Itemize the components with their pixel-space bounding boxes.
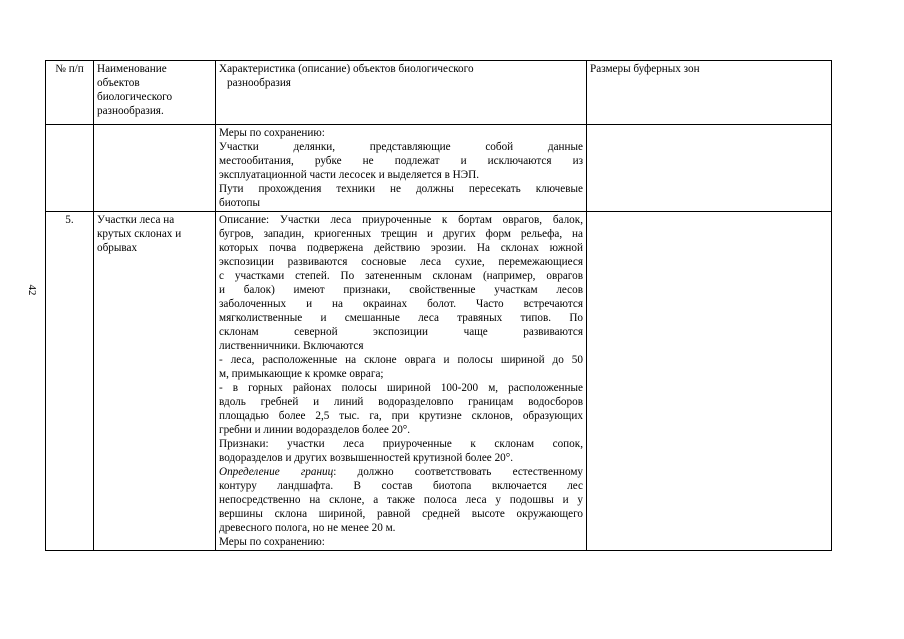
header-num: № п/п [46, 61, 94, 125]
header-name-line: объектов [97, 77, 140, 89]
header-name-line: биологического [97, 91, 173, 103]
continuation-description [216, 125, 587, 212]
text-line: Участки делянки, представляющие собой данные [219, 141, 583, 153]
continuation-name [94, 125, 216, 212]
text-line: вдоль гребней и линий водоразделовпо границам водосборов [219, 396, 583, 408]
biodiversity-table [45, 60, 832, 551]
text-line: экспозиции развиваются сосновые леса сухие, перемежающиеся [219, 256, 583, 268]
text-line: эксплуатационной части лесосек и выделяется в НЭП. [219, 169, 480, 181]
page-number: 42 [26, 284, 38, 296]
text-fragment: : должно соответствовать естественному [333, 466, 584, 478]
text-line: вершины склона шириной, равной средней высоте окружающего [219, 508, 583, 520]
text-line: с участками степей. По затененным склонам (например, оврагов [219, 270, 583, 282]
header-desc-line: Характеристика (описание) объектов биологического [219, 63, 474, 75]
text-line: биотопы [219, 197, 260, 209]
continuation-buffer [587, 125, 832, 212]
row5-name [94, 212, 216, 551]
header-desc-line: разнообразия [227, 77, 291, 89]
text-line: Меры по сохранению: [219, 127, 325, 139]
text-line: склонам северной экспозиции чаще развиваются [219, 326, 583, 338]
text-line: м, примыкающие к кромке оврага; [219, 368, 384, 380]
header-buffer: Размеры буферных зон [587, 61, 832, 125]
text-line: непосредственно на склоне, а также полоса леса у подошвы и у [219, 494, 583, 506]
row5-name-line: обрывах [97, 242, 138, 254]
text-line: - в горных районах полосы шириной 100-200 м, расположенные [219, 382, 583, 394]
header-name [94, 61, 216, 125]
text-line: бугров, западин, криогенных трещин и других форм рельефа, на [219, 228, 583, 240]
row5-num: 5. [46, 212, 94, 551]
text-line: - леса, расположенные на склоне оврага и полосы шириной до 50 [219, 354, 583, 366]
text-line: и балок) имеют признаки, свойственные участкам лесов [219, 284, 583, 296]
row5-name-line: крутых склонах и [97, 228, 182, 240]
text-line: гребни и линии водоразделов более 20°. [219, 424, 411, 436]
text-line: лиственничники. Включаются [219, 340, 364, 352]
continuation-num [46, 125, 94, 212]
header-name-line: разнообразия. [97, 105, 164, 117]
table-header-row [46, 61, 832, 125]
table-row [46, 125, 832, 212]
text-line: Описание: Участки леса приуроченные к бортам оврагов, балок, [219, 214, 583, 226]
text-line: мягколиственные и смешанные леса травяных типов. По [219, 312, 583, 324]
header-name-line: Наименование [97, 63, 167, 75]
text-line: водоразделов и других возвышенностей крутизной более 20°. [219, 452, 514, 464]
text-line: заболоченных и на окраинах болот. Часто встречаются [219, 298, 583, 310]
text-line: которых почва подвержена действию эрозии. На склонах южной [219, 242, 583, 254]
row5-description [216, 212, 587, 551]
table-row [46, 212, 832, 551]
text-line: Признаки: участки леса приуроченные к склонам сопок, [219, 438, 583, 450]
row5-buffer [587, 212, 832, 551]
text-line: Меры по сохранению: [219, 536, 325, 548]
italic-term: Определение границ [219, 466, 334, 478]
text-line: контуру ландшафта. В состав биотопа включается лес [219, 480, 583, 492]
text-line: Пути прохождения техники не должны пересекать ключевые [219, 183, 583, 195]
text-line: площадью более 2,5 тыс. га, при крутизне склонов, образующих [219, 410, 583, 422]
header-description [216, 61, 587, 125]
text-line: местообитания, рубке не подлежат и исключаются из [219, 155, 583, 167]
text-line: древесного полога, но не менее 20 м. [219, 522, 396, 534]
row5-name-line: Участки леса на [97, 214, 175, 226]
text-line [219, 465, 583, 479]
